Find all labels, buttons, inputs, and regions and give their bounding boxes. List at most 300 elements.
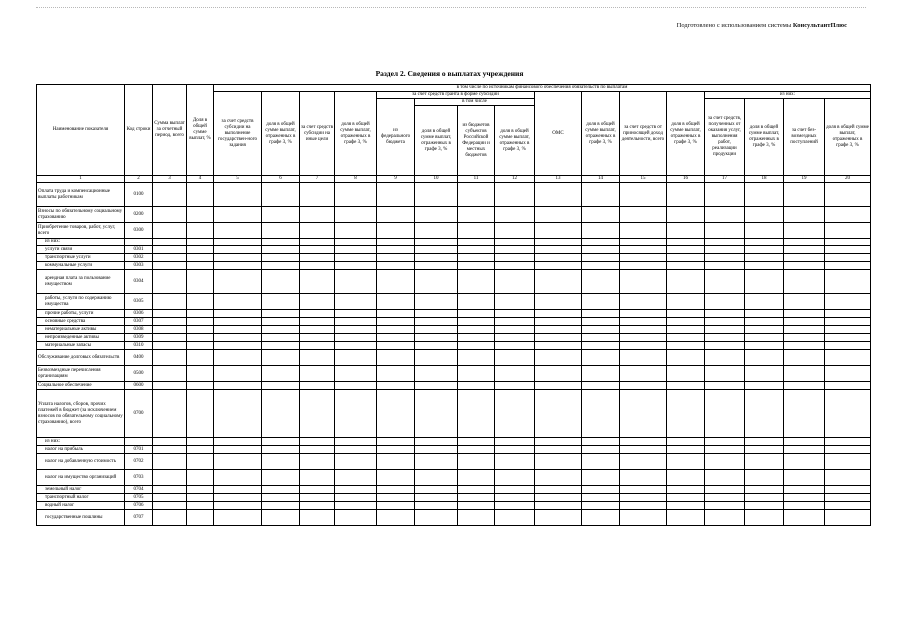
value-cell[interactable] [535,294,582,310]
value-cell[interactable] [745,494,784,502]
value-cell[interactable] [784,494,825,502]
value-cell[interactable] [535,350,582,366]
value-cell[interactable] [300,254,335,262]
value-cell[interactable] [187,366,214,382]
value-cell[interactable] [535,382,582,390]
value-cell[interactable] [153,270,187,294]
value-cell[interactable] [620,454,667,470]
value-cell[interactable] [582,350,620,366]
value-cell[interactable] [667,470,705,486]
value-cell[interactable] [582,207,620,223]
value-cell[interactable] [745,382,784,390]
value-cell[interactable] [153,246,187,254]
value-cell[interactable] [825,470,871,486]
value-cell[interactable] [620,246,667,254]
value-cell[interactable] [214,438,262,446]
value-cell[interactable] [153,350,187,366]
value-cell[interactable] [620,270,667,294]
value-cell[interactable] [825,239,871,246]
value-cell[interactable] [667,183,705,207]
value-cell[interactable] [214,326,262,334]
value-cell[interactable] [214,183,262,207]
value-cell[interactable] [825,183,871,207]
value-cell[interactable] [214,270,262,294]
value-cell[interactable] [415,510,458,526]
value-cell[interactable] [214,502,262,510]
value-cell[interactable] [458,254,495,262]
value-cell[interactable] [214,246,262,254]
value-cell[interactable] [377,239,415,246]
value-cell[interactable] [582,446,620,454]
value-cell[interactable] [705,207,745,223]
value-cell[interactable] [495,262,535,270]
value-cell[interactable] [377,207,415,223]
value-cell[interactable] [458,470,495,486]
value-cell[interactable] [415,239,458,246]
value-cell[interactable] [335,390,377,438]
value-cell[interactable] [825,454,871,470]
value-cell[interactable] [377,342,415,350]
value-cell[interactable] [784,334,825,342]
value-cell[interactable] [187,207,214,223]
value-cell[interactable] [415,223,458,239]
value-cell[interactable] [153,454,187,470]
value-cell[interactable] [825,390,871,438]
value-cell[interactable] [495,326,535,334]
value-cell[interactable] [300,510,335,526]
value-cell[interactable] [458,207,495,223]
value-cell[interactable] [153,438,187,446]
value-cell[interactable] [214,294,262,310]
value-cell[interactable] [187,446,214,454]
value-cell[interactable] [415,334,458,342]
value-cell[interactable] [300,438,335,446]
value-cell[interactable] [705,486,745,494]
value-cell[interactable] [745,207,784,223]
value-cell[interactable] [784,207,825,223]
value-cell[interactable] [745,486,784,494]
value-cell[interactable] [620,438,667,446]
value-cell[interactable] [535,470,582,486]
value-cell[interactable] [745,438,784,446]
value-cell[interactable] [667,223,705,239]
value-cell[interactable] [300,326,335,334]
value-cell[interactable] [458,454,495,470]
value-cell[interactable] [495,366,535,382]
value-cell[interactable] [458,223,495,239]
value-cell[interactable] [262,494,300,502]
value-cell[interactable] [535,223,582,239]
value-cell[interactable] [458,294,495,310]
value-cell[interactable] [335,502,377,510]
value-cell[interactable] [705,310,745,318]
value-cell[interactable] [262,310,300,318]
value-cell[interactable] [495,350,535,366]
value-cell[interactable] [335,207,377,223]
value-cell[interactable] [377,270,415,294]
value-cell[interactable] [214,239,262,246]
value-cell[interactable] [335,366,377,382]
value-cell[interactable] [153,262,187,270]
value-cell[interactable] [214,390,262,438]
value-cell[interactable] [335,270,377,294]
value-cell[interactable] [187,510,214,526]
value-cell[interactable] [582,382,620,390]
value-cell[interactable] [535,318,582,326]
value-cell[interactable] [535,239,582,246]
value-cell[interactable] [745,334,784,342]
value-cell[interactable] [187,310,214,318]
value-cell[interactable] [705,366,745,382]
value-cell[interactable] [745,470,784,486]
value-cell[interactable] [825,382,871,390]
value-cell[interactable] [214,207,262,223]
value-cell[interactable] [535,390,582,438]
value-cell[interactable] [300,183,335,207]
value-cell[interactable] [667,254,705,262]
value-cell[interactable] [377,326,415,334]
value-cell[interactable] [620,342,667,350]
value-cell[interactable] [415,382,458,390]
value-cell[interactable] [582,342,620,350]
value-cell[interactable] [535,494,582,502]
value-cell[interactable] [535,342,582,350]
value-cell[interactable] [784,502,825,510]
value-cell[interactable] [300,239,335,246]
value-cell[interactable] [187,239,214,246]
value-cell[interactable] [458,246,495,254]
value-cell[interactable] [745,254,784,262]
value-cell[interactable] [582,502,620,510]
value-cell[interactable] [620,294,667,310]
value-cell[interactable] [495,294,535,310]
value-cell[interactable] [262,502,300,510]
value-cell[interactable] [300,366,335,382]
value-cell[interactable] [335,446,377,454]
value-cell[interactable] [495,270,535,294]
value-cell[interactable] [825,254,871,262]
value-cell[interactable] [153,207,187,223]
value-cell[interactable] [784,294,825,310]
value-cell[interactable] [495,334,535,342]
value-cell[interactable] [187,350,214,366]
value-cell[interactable] [415,254,458,262]
value-cell[interactable] [705,494,745,502]
value-cell[interactable] [620,334,667,342]
value-cell[interactable] [667,262,705,270]
value-cell[interactable] [535,262,582,270]
value-cell[interactable] [620,486,667,494]
value-cell[interactable] [535,270,582,294]
value-cell[interactable] [620,254,667,262]
value-cell[interactable] [214,342,262,350]
value-cell[interactable] [705,183,745,207]
value-cell[interactable] [705,223,745,239]
value-cell[interactable] [300,207,335,223]
value-cell[interactable] [535,486,582,494]
value-cell[interactable] [582,390,620,438]
value-cell[interactable] [784,183,825,207]
value-cell[interactable] [262,262,300,270]
value-cell[interactable] [825,270,871,294]
value-cell[interactable] [262,454,300,470]
value-cell[interactable] [335,438,377,446]
value-cell[interactable] [262,270,300,294]
value-cell[interactable] [377,334,415,342]
value-cell[interactable] [745,510,784,526]
value-cell[interactable] [495,310,535,318]
value-cell[interactable] [458,486,495,494]
value-cell[interactable] [620,350,667,366]
value-cell[interactable] [495,223,535,239]
value-cell[interactable] [187,246,214,254]
value-cell[interactable] [415,270,458,294]
value-cell[interactable] [415,246,458,254]
value-cell[interactable] [667,382,705,390]
value-cell[interactable] [335,342,377,350]
value-cell[interactable] [620,390,667,438]
value-cell[interactable] [153,510,187,526]
value-cell[interactable] [262,246,300,254]
value-cell[interactable] [495,239,535,246]
value-cell[interactable] [784,390,825,438]
value-cell[interactable] [582,310,620,318]
value-cell[interactable] [535,510,582,526]
value-cell[interactable] [300,262,335,270]
value-cell[interactable] [187,326,214,334]
value-cell[interactable] [335,239,377,246]
value-cell[interactable] [335,494,377,502]
value-cell[interactable] [300,342,335,350]
value-cell[interactable] [214,494,262,502]
value-cell[interactable] [415,366,458,382]
value-cell[interactable] [300,486,335,494]
value-cell[interactable] [458,326,495,334]
value-cell[interactable] [620,223,667,239]
value-cell[interactable] [582,334,620,342]
value-cell[interactable] [377,502,415,510]
value-cell[interactable] [784,270,825,294]
value-cell[interactable] [187,262,214,270]
value-cell[interactable] [784,318,825,326]
value-cell[interactable] [535,366,582,382]
value-cell[interactable] [153,310,187,318]
value-cell[interactable] [153,342,187,350]
value-cell[interactable] [745,318,784,326]
value-cell[interactable] [262,294,300,310]
value-cell[interactable] [705,262,745,270]
value-cell[interactable] [458,382,495,390]
value-cell[interactable] [377,470,415,486]
value-cell[interactable] [535,254,582,262]
value-cell[interactable] [458,366,495,382]
value-cell[interactable] [784,239,825,246]
value-cell[interactable] [705,502,745,510]
value-cell[interactable] [187,270,214,294]
value-cell[interactable] [262,438,300,446]
value-cell[interactable] [535,207,582,223]
value-cell[interactable] [825,494,871,502]
value-cell[interactable] [187,382,214,390]
value-cell[interactable] [745,239,784,246]
value-cell[interactable] [187,318,214,326]
value-cell[interactable] [784,254,825,262]
value-cell[interactable] [705,470,745,486]
value-cell[interactable] [705,239,745,246]
value-cell[interactable] [784,446,825,454]
value-cell[interactable] [825,366,871,382]
value-cell[interactable] [187,470,214,486]
value-cell[interactable] [187,183,214,207]
value-cell[interactable] [667,294,705,310]
value-cell[interactable] [415,326,458,334]
value-cell[interactable] [153,183,187,207]
value-cell[interactable] [335,246,377,254]
value-cell[interactable] [187,494,214,502]
value-cell[interactable] [667,207,705,223]
value-cell[interactable] [262,254,300,262]
value-cell[interactable] [825,223,871,239]
value-cell[interactable] [377,446,415,454]
value-cell[interactable] [535,310,582,318]
value-cell[interactable] [214,254,262,262]
value-cell[interactable] [495,486,535,494]
value-cell[interactable] [495,390,535,438]
value-cell[interactable] [667,310,705,318]
value-cell[interactable] [705,510,745,526]
value-cell[interactable] [377,223,415,239]
value-cell[interactable] [214,223,262,239]
value-cell[interactable] [153,334,187,342]
value-cell[interactable] [415,486,458,494]
value-cell[interactable] [784,486,825,494]
value-cell[interactable] [300,446,335,454]
value-cell[interactable] [262,470,300,486]
value-cell[interactable] [153,390,187,438]
value-cell[interactable] [458,502,495,510]
value-cell[interactable] [214,446,262,454]
value-cell[interactable] [300,318,335,326]
value-cell[interactable] [745,294,784,310]
value-cell[interactable] [187,223,214,239]
value-cell[interactable] [825,510,871,526]
value-cell[interactable] [582,438,620,446]
value-cell[interactable] [300,310,335,318]
value-cell[interactable] [262,318,300,326]
value-cell[interactable] [667,366,705,382]
value-cell[interactable] [153,366,187,382]
value-cell[interactable] [458,318,495,326]
value-cell[interactable] [705,350,745,366]
value-cell[interactable] [335,318,377,326]
value-cell[interactable] [745,454,784,470]
value-cell[interactable] [335,382,377,390]
value-cell[interactable] [582,318,620,326]
value-cell[interactable] [825,446,871,454]
value-cell[interactable] [300,246,335,254]
value-cell[interactable] [620,502,667,510]
value-cell[interactable] [300,470,335,486]
value-cell[interactable] [262,446,300,454]
value-cell[interactable] [262,223,300,239]
value-cell[interactable] [825,318,871,326]
value-cell[interactable] [187,438,214,446]
value-cell[interactable] [377,382,415,390]
value-cell[interactable] [377,366,415,382]
value-cell[interactable] [620,318,667,326]
value-cell[interactable] [825,350,871,366]
value-cell[interactable] [262,382,300,390]
value-cell[interactable] [495,502,535,510]
value-cell[interactable] [495,494,535,502]
value-cell[interactable] [300,270,335,294]
value-cell[interactable] [582,470,620,486]
value-cell[interactable] [620,382,667,390]
value-cell[interactable] [495,207,535,223]
value-cell[interactable] [335,294,377,310]
value-cell[interactable] [262,510,300,526]
value-cell[interactable] [620,310,667,318]
value-cell[interactable] [153,239,187,246]
value-cell[interactable] [415,454,458,470]
value-cell[interactable] [825,246,871,254]
value-cell[interactable] [582,270,620,294]
value-cell[interactable] [335,350,377,366]
value-cell[interactable] [458,310,495,318]
value-cell[interactable] [458,438,495,446]
value-cell[interactable] [458,446,495,454]
value-cell[interactable] [784,326,825,334]
value-cell[interactable] [377,494,415,502]
value-cell[interactable] [153,470,187,486]
value-cell[interactable] [667,454,705,470]
value-cell[interactable] [262,390,300,438]
value-cell[interactable] [187,342,214,350]
value-cell[interactable] [745,446,784,454]
value-cell[interactable] [377,246,415,254]
value-cell[interactable] [495,454,535,470]
value-cell[interactable] [535,438,582,446]
value-cell[interactable] [377,254,415,262]
value-cell[interactable] [667,502,705,510]
value-cell[interactable] [705,454,745,470]
value-cell[interactable] [214,334,262,342]
value-cell[interactable] [667,342,705,350]
value-cell[interactable] [335,510,377,526]
value-cell[interactable] [335,454,377,470]
value-cell[interactable] [495,246,535,254]
value-cell[interactable] [745,270,784,294]
value-cell[interactable] [745,246,784,254]
value-cell[interactable] [825,342,871,350]
value-cell[interactable] [745,183,784,207]
value-cell[interactable] [262,207,300,223]
value-cell[interactable] [415,207,458,223]
value-cell[interactable] [784,454,825,470]
value-cell[interactable] [335,486,377,494]
value-cell[interactable] [705,294,745,310]
value-cell[interactable] [415,494,458,502]
value-cell[interactable] [535,454,582,470]
value-cell[interactable] [300,350,335,366]
value-cell[interactable] [705,438,745,446]
value-cell[interactable] [582,262,620,270]
value-cell[interactable] [153,446,187,454]
value-cell[interactable] [415,310,458,318]
value-cell[interactable] [667,246,705,254]
value-cell[interactable] [458,494,495,502]
value-cell[interactable] [620,470,667,486]
